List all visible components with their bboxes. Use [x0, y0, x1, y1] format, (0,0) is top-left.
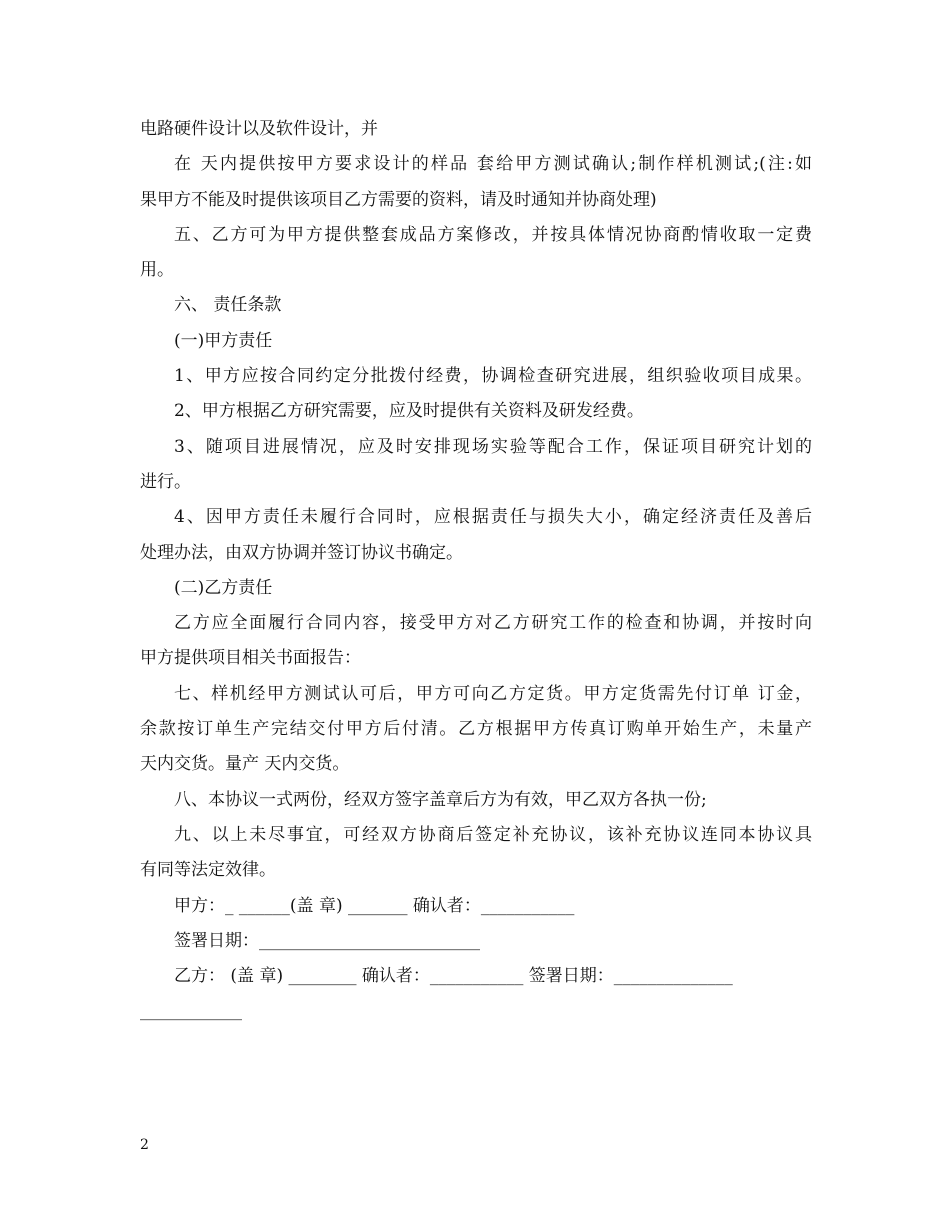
text-line: 在 天内提供按甲方要求设计的样品 套给甲方测试确认;制作样机测试;(注:如 [174, 154, 812, 175]
text-line: 果甲方不能及时提供该项目乙方需要的资料，请及时通知并协商处理) [140, 189, 657, 210]
text-line: 甲方：_ ______(盖 章) _______ 确认者：___________ [174, 895, 575, 916]
text-line: (一)甲方责任 [174, 330, 273, 351]
text-line: 乙方应全面履行合同内容，接受甲方对乙方研究工作的检查和协调，并按时向 [174, 613, 812, 634]
text-line: 1、甲方应按合同约定分批拨付经费，协调检查研究进展，组织验收项目成果。 [174, 366, 812, 387]
text-line: 处理办法，由双方协调并签订协议书确定。 [140, 542, 463, 563]
text-line: 用。 [140, 260, 174, 281]
text-line: 八、本协议一式两份，经双方签字盖章后方为有效，甲乙双方各执一份; [174, 789, 707, 810]
text-line: 4、因甲方责任未履行合同时，应根据责任与损失大小，确定经济责任及善后 [174, 507, 812, 528]
page-number: 2 [140, 1137, 149, 1153]
text-line: 3、随项目进展情况，应及时安排现场实验等配合工作，保证项目研究计划的 [174, 436, 812, 457]
text-line: 天内交货。量产 天内交货。 [140, 754, 350, 775]
text-line: ____________ [140, 1001, 242, 1022]
text-line: 电路硬件设计以及软件设计，并 [140, 119, 378, 139]
text-line: 七、样机经甲方测试认可后，甲方可向乙方定货。甲方定货需先付订单 订金， [174, 683, 812, 704]
text-line: 九、以上未尽事宜，可经双方协商后签定补充协议，该补充协议连同本协议具 [174, 824, 812, 845]
text-line: 甲方提供项目相关书面报告： [140, 648, 361, 669]
text-line: 有同等法定效律。 [140, 860, 276, 881]
text-line: 签署日期：__________________________ [174, 930, 480, 951]
document-body [140, 112, 812, 1030]
text-line: 2、甲方根据乙方研究需要，应及时提供有关资料及研发经费。 [174, 401, 644, 422]
text-line: 五、乙方可为甲方提供整套成品方案修改，并按具体情况协商酌情收取一定费 [174, 224, 812, 245]
text-line: 六、 责任条款 [174, 295, 282, 316]
text-line: 余款按订单生产完结交付甲方后付清。乙方根据甲方传真订购单开始生产，未量产 [140, 719, 812, 740]
text-line: 进行。 [140, 471, 191, 492]
text-line: 乙方： (盖 章) ________ 确认者：___________ 签署日期：______________ [174, 966, 733, 987]
text-line: (二)乙方责任 [174, 577, 273, 598]
